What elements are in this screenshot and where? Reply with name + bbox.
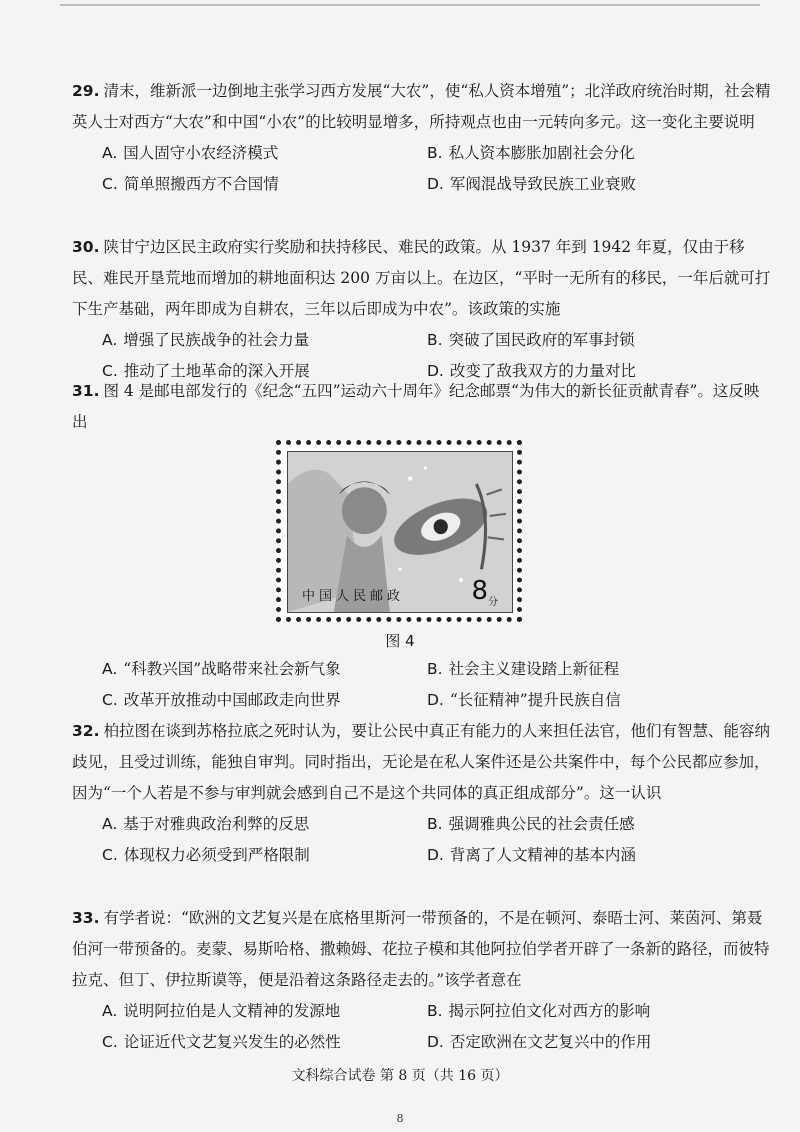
- option-b: B. 强调雅典公民的社会责任感: [427, 815, 635, 833]
- option-a: A. 说明阿拉伯是人文精神的发源地: [102, 1002, 341, 1020]
- option-b: B. 揭示阿拉伯文化对西方的影响: [427, 1002, 651, 1020]
- question-31: [72, 376, 772, 438]
- question-33-stem: [72, 903, 772, 996]
- question-text: 陕甘宁边区民主政府实行奖励和扶持移民、难民的政策。从 1937 年到 1942 年夏，仅由于移民、难民开垦荒地而增加的耕地面积达 200 万亩以上。在边区，“平时一无所有的移民，一年后就可打下生产基础，两年即成为自耕农，三年以后即成为中农”。该政策的实施: [72, 238, 771, 318]
- question-31-options: [102, 654, 772, 716]
- question-number: 29.: [72, 82, 100, 100]
- option-d: D. 军阀混战导致民族工业衰败: [427, 175, 636, 193]
- page-number: 8: [396, 1112, 404, 1125]
- option-a: A. 国人固守小农经济模式: [102, 144, 279, 162]
- option-a: A. “科教兴国”战略带来社会新气象: [102, 660, 341, 678]
- question-30-stem: [72, 232, 772, 325]
- question-33: [72, 903, 772, 1058]
- option-d: D. 背离了人文精神的基本内涵: [427, 846, 636, 864]
- question-31-options-block: [72, 654, 772, 716]
- question-33-options: [102, 996, 772, 1058]
- option-a: A. 增强了民族战争的社会力量: [102, 331, 310, 349]
- question-text: 清末，维新派一边倒地主张学习西方发展“大农”，使“私人资本增殖”；北洋政府统治时期，社会精英人士对西方“大农”和中国“小农”的比较明显增多，所持观点也由一元转向多元。这一变化主要说明: [72, 82, 771, 131]
- page-footer: 文科综合试卷 第 8 页（共 16 页）: [291, 1068, 509, 1084]
- question-32-options: [102, 809, 772, 871]
- question-number: 33.: [72, 909, 100, 927]
- question-29: [72, 76, 772, 200]
- question-32: [72, 716, 772, 871]
- question-text: 柏拉图在谈到苏格拉底之死时认为，要让公民中真正有能力的人来担任法官，他们有智慧、能容纳歧见，且受过训练，能独自审判。同时指出，无论是在私人案件还是公共案件中，每个公民都应参加，因为“一个人若是不参与审判就会感到自己不是这个共同体的真正组成部分”。这一认识: [72, 722, 770, 802]
- option-c: C. 简单照搬西方不合国情: [102, 175, 279, 193]
- question-number: 31.: [72, 382, 100, 400]
- figure-caption: 图 4: [385, 632, 415, 650]
- stamp-figure: [276, 440, 522, 622]
- option-c: C. 改革开放推动中国邮政走向世界: [102, 691, 341, 709]
- question-29-options: [102, 138, 772, 200]
- question-text: 图 4 是邮电部发行的《纪念“五四”运动六十周年》纪念邮票“为伟大的新长征贡献青春”。这反映出: [72, 382, 760, 431]
- question-number: 30.: [72, 238, 100, 256]
- option-b: B. 社会主义建设踏上新征程: [427, 660, 620, 678]
- stamp-value-number: 8: [471, 575, 488, 606]
- stamp-perforated-border: [276, 440, 522, 622]
- stamp-country-text: 中国人民邮政: [302, 589, 405, 604]
- option-b: B. 私人资本膨胀加剧社会分化: [427, 144, 635, 162]
- option-b: B. 突破了国民政府的军事封锁: [427, 331, 635, 349]
- option-c: C. 体现权力必须受到严格限制: [102, 846, 310, 864]
- option-d: D. 改变了敌我双方的力量对比: [427, 362, 636, 380]
- stamp-denomination: [471, 576, 498, 608]
- stamp-image: [287, 451, 513, 613]
- question-32-stem: [72, 716, 772, 809]
- question-29-stem: [72, 76, 772, 138]
- stamp-value-unit: 分: [488, 597, 498, 608]
- option-a: A. 基于对雅典政治利弊的反思: [102, 815, 310, 833]
- option-c: C. 推动了土地革命的深入开展: [102, 362, 310, 380]
- question-number: 32.: [72, 722, 100, 740]
- option-c: C. 论证近代文艺复兴发生的必然性: [102, 1033, 341, 1051]
- question-31-stem: [72, 376, 772, 438]
- question-30: [72, 232, 772, 387]
- option-d: D. “长征精神”提升民族自信: [427, 691, 621, 709]
- option-d: D. 否定欧洲在文艺复兴中的作用: [427, 1033, 652, 1051]
- question-text: 有学者说：“欧洲的文艺复兴是在底格里斯河一带预备的，不是在顿河、泰晤士河、莱茵河、第聂伯河一带预备的。麦蒙、易斯哈格、撒赖姆、花拉子模和其他阿拉伯学者开辟了一条新的路径，而彼特拉克、但丁、伊拉斯谟等，便是沿着这条路径走去的。”该学者意在: [72, 909, 770, 989]
